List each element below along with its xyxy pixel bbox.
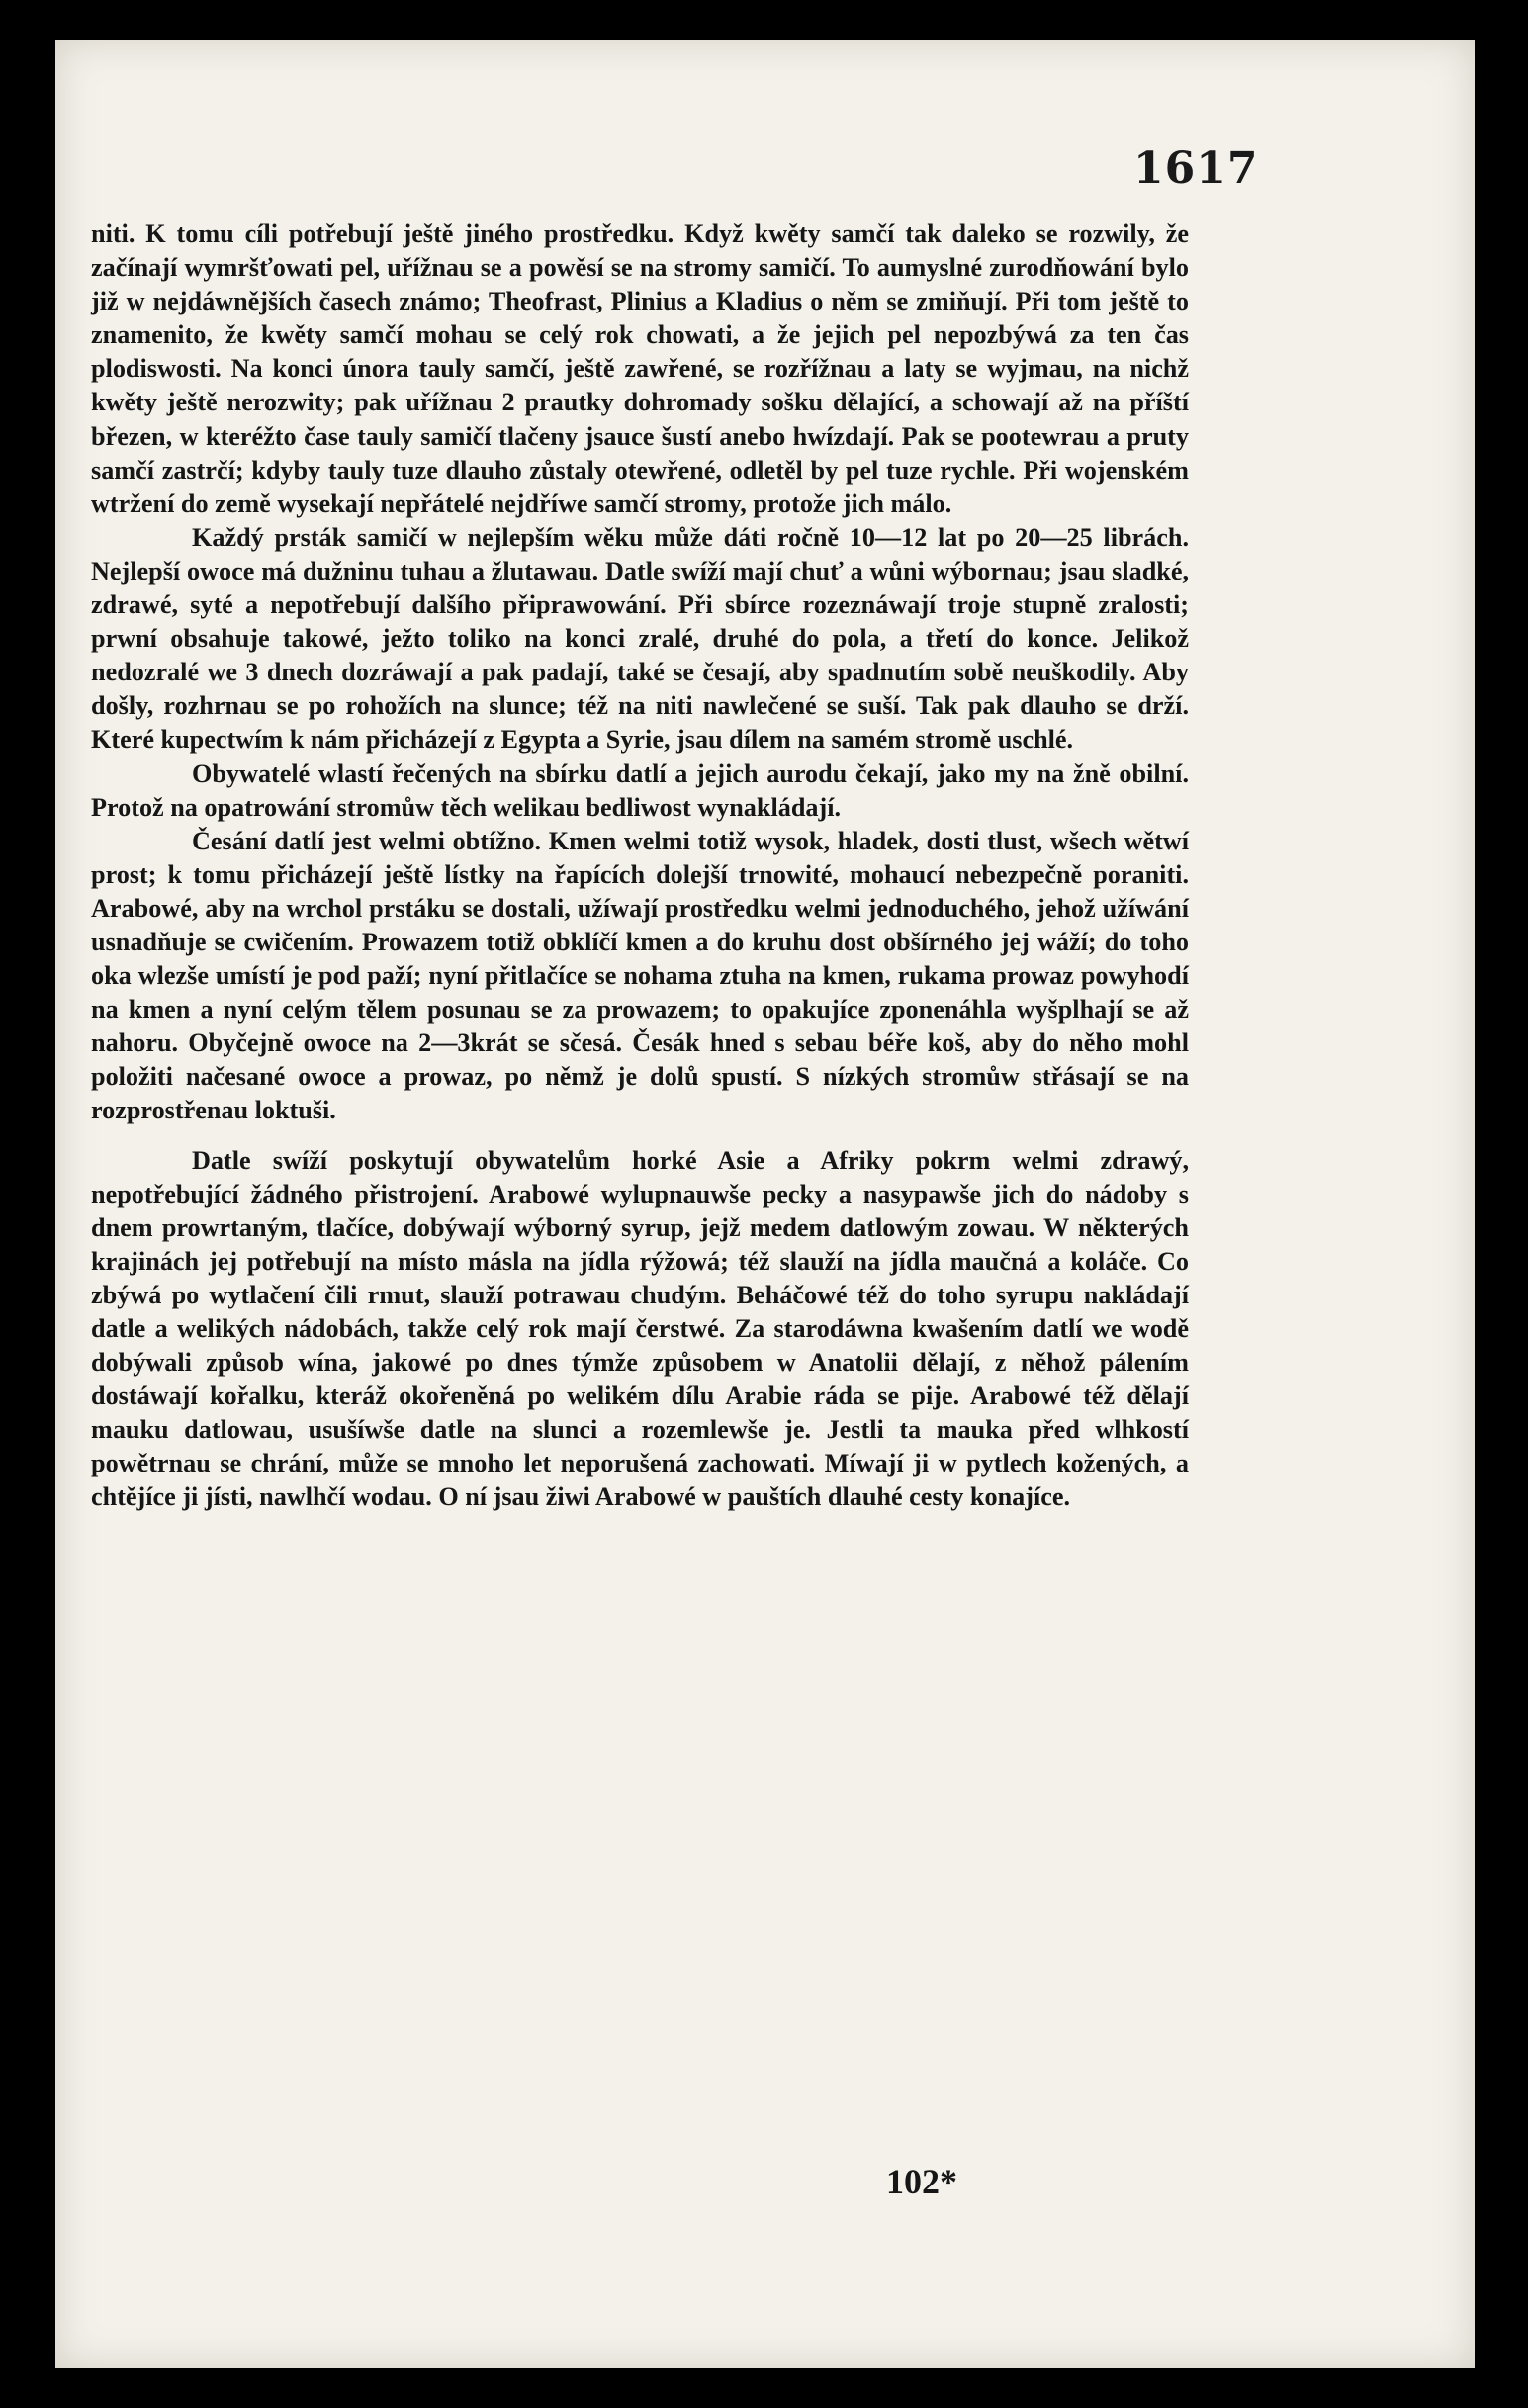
paragraph-1: niti. K tomu cíli potřebují ještě jiného prostředku. Když kwěty samčí tak daleko se rozwily, že začínají wymršťowati pel, uřížnau se a powěsí se na stromy samičí. To aumyslné zurodňowání bylo již w nejdáwnějších časech známo; Theofrast, Plinius a Kladius o něm se zmiňují. Při tom ještě to znamenito, že kwěty samčí mohau se celý rok chowati, a že jejich pel nepozbýwá za ten čas plodiswosti. Na konci února tauly samčí, ještě zawřené, se rozřížnau a laty se wyjmau, na nichž kwěty ještě nerozwity; pak uřížnau 2 prautky dohromady sošku dělající, a schowají až na příští březen, w kteréžto čase tauly samičí tlačeny jsauce šustí anebo hwízdají. Pak se pootewrau a pruty samčí zastrčí; kdyby tauly tuze dlauho zůstaly otewřené, odletěl by pel tuze rychle. Při wojenském wtržení do země wysekají nepřátelé nejdříwe samčí stromy, protože jich málo. bbox=[91, 220, 1189, 518]
paragraph-3: Obywatelé wlastí řečených na sbírku datlí a jejich aurodu čekají, jako my na žně obilní. Protož na opatrowání stromůw těch welikau bedliwost wynakládají. bbox=[91, 758, 1189, 822]
body-text bbox=[91, 218, 1189, 1515]
paragraph-2: Každý prsták samičí w nejlepším wěku může dáti ročně 10—12 lat po 20—25 librách. Nejlepší owoce má dužninu tuhau a žlutawau. Datle swíží mají chuť a wůni wýbornau; jsau sladké, zdrawé, syté a nepotřebují dalšího připrawowání. Při sbírce rozeznáwají troje stupně zralosti; prwní obsahuje takowé, ježto toliko na konci zralé, druhé do pola, a třetí do konce. Jelikož nedozralé we 3 dnech dozráwají a pak padají, také se česají, aby spadnutím sobě neuškodily. Aby došly, rozhrnau se po rohožích na slunce; též na niti nawlečené se suší. Tak pak dlauho se drží. Které kupectwím k nám přicházejí z Egypta a Syrie, jsau dílem na samém stromě uschlé. bbox=[91, 522, 1189, 755]
paragraph-4: Česání datlí jest welmi obtížno. Kmen welmi totiž wysok, hladek, dosti tlust, wšech wětwí prost; k tomu přicházejí ještě lístky na řapících dolejší trnowité, mohaucí nebezpečně poraniti. Arabowé, aby na wrchol prstáku se dostali, užíwají prostředku welmi jednoduchého, jehož užíwání usnadňuje se cwičením. Prowazem totiž obklíčí kmen a do kruhu dost obšírného jej wáží; do toho oka wlezše umístí je pod paží; nyní přitlačíce se nohama ztuha na kmen, rukama prowaz powyhodí na kmen a nyní celým tělem posunau se za prowazem; to opakujíce zponenáhla wyšplhají se až nahoru. Obyčejně owoce na 2—3krát se sčesá. Česák hned s sebau béře koš, aby do něho mohl položiti načesané owoce a prowaz, po němž je dolů spustí. S nízkých stromůw střásají se na rozprostřenau loktuši. bbox=[91, 826, 1189, 1125]
page-number: 1617 bbox=[1133, 143, 1259, 194]
book-page bbox=[55, 40, 1475, 2368]
paragraph-5: Datle swíží poskytují obywatelům horké Asie a Afriky pokrm welmi zdrawý, nepotřebující žádného přistrojení. Arabowé wylupnauwše pecky a nasypawše jich do nádoby s dnem prowrtaným, tlačíce, dobýwají wýborný syrup, jejž medem datlowým zowau. W některých krajinách jej potřebují na místo másla na jídla rýžowá; též slauží na jídla maučná a koláče. Co zbýwá po wytlačení čili rmut, slauží potrawau chudým. Beháčowé též do toho syrupu nakládají datle a welikých nádobách, takže celý rok mají čerstwé. Za starodáwna kwašením datlí we wodě dobýwali způsob wína, jakowé po dnes týmže způsobem w Anatolii dělají, z něhož pálením dostáwají kořalku, kteráž okořeněná po welikém dílu Arabie ráda se pije. Arabowé též dělají mauku datlowau, usušíwše datle na slunci a rozemlewše je. Jestli ta mauka před wlhkostí powětrnau se chrání, může se mnoho let neporušená zachowati. Míwají ji w pytlech kožených, a chtějíce ji jísti, nawlhčí wodau. O ní jsau žiwi Arabowé w pauštích dlauhé cesty konajíce. bbox=[91, 1145, 1189, 1512]
signature-mark: 102* bbox=[886, 2162, 957, 2201]
